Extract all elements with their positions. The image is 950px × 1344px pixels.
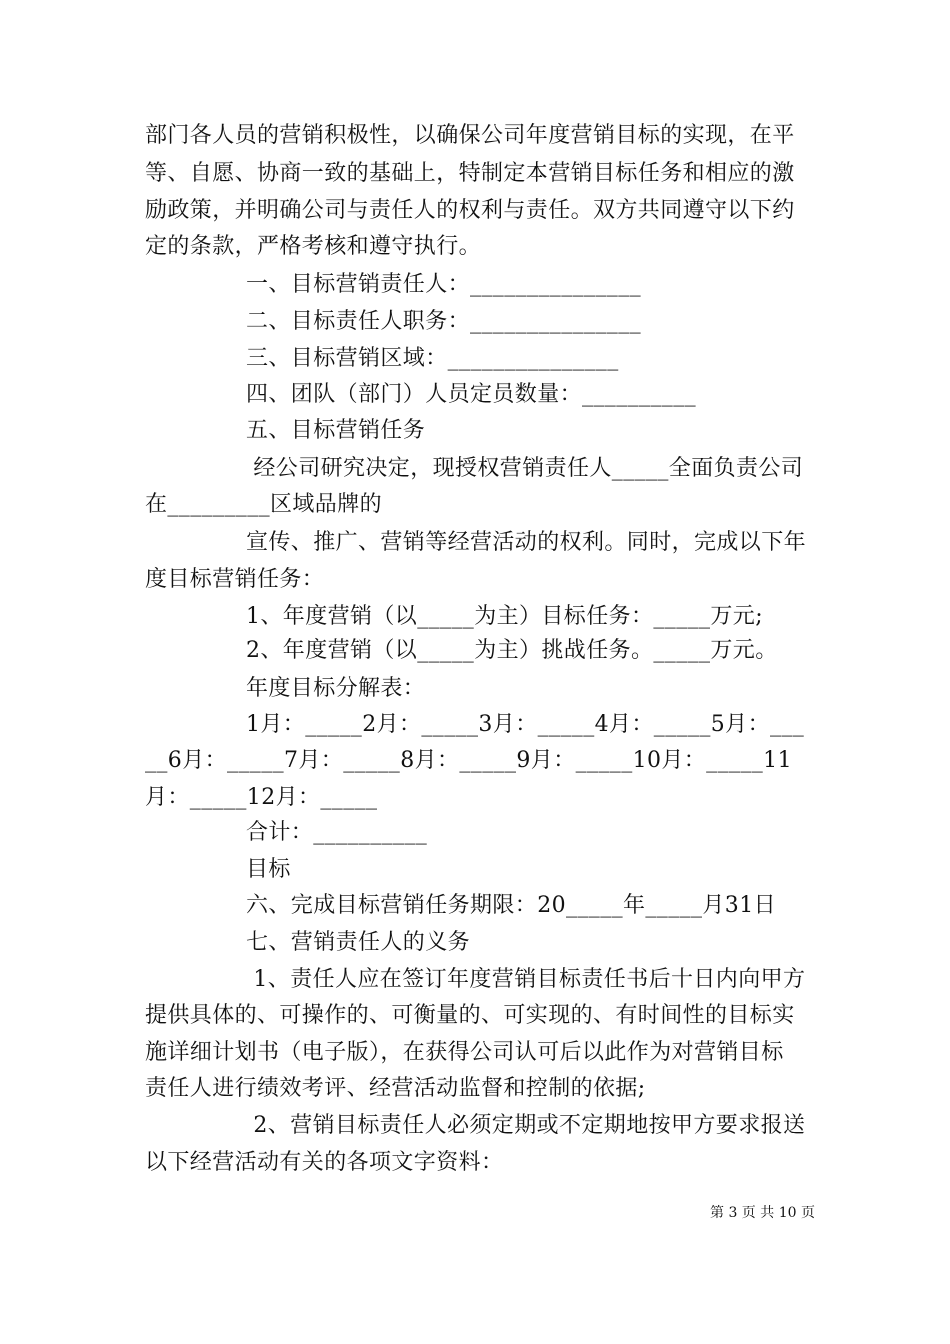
intro-line-3: 励政策，并明确公司与责任人的权利与责任。双方共同遵守以下约 [145, 198, 795, 223]
item-6-deadline: 六、完成目标营销任务期限：20_____年_____月31日 [246, 893, 776, 918]
monthly-line-2: __6月：_____7月：_____8月：_____9月：_____10月：_____11 [145, 748, 792, 773]
total-line: 合计：__________ [246, 820, 428, 845]
authorization-line-1: 经公司研究决定，现授权营销责任人_____全面负责公司 [246, 456, 804, 481]
item-7-heading: 七、营销责任人的义务 [246, 930, 471, 955]
duty-1-line-3: 施详细计划书（电子版），在获得公司认可后以此作为对营销目标 [145, 1040, 784, 1065]
duty-1-line-2: 提供具体的、可操作的、可衡量的、可实现的、有时间性的目标实 [145, 1003, 795, 1028]
promotion-line-1: 宣传、推广、营销等经营活动的权利。同时，完成以下年 [246, 530, 807, 555]
intro-line-2: 等、自愿、协商一致的基础上，特制定本营销目标任务和相应的激 [145, 161, 795, 186]
duty-2-line-1: 2、营销目标责任人必须定期或不定期地按甲方要求报送 [246, 1113, 806, 1138]
monthly-line-3: 月：_____12月：_____ [145, 785, 378, 810]
task-1: 1、年度营销（以_____为主）目标任务：_____万元; [246, 604, 764, 629]
breakdown-title: 年度目标分解表： [246, 676, 426, 701]
duty-2-line-2: 以下经营活动有关的各项文字资料： [145, 1150, 504, 1175]
duty-1-line-4: 责任人进行绩效考评、经营活动监督和控制的依据; [145, 1076, 646, 1101]
duty-1-line-1: 1、责任人应在签订年度营销目标责任书后十日内向甲方 [246, 967, 806, 992]
item-1-responsible-person: 一、目标营销责任人：_______________ [246, 272, 642, 297]
target-label: 目标 [246, 857, 291, 882]
item-4-headcount: 四、团队（部门）人员定员数量：__________ [246, 382, 697, 407]
item-3-region: 三、目标营销区域：_______________ [246, 346, 619, 371]
monthly-line-1: 1月：_____2月：_____3月：_____4月：_____5月：___ [246, 712, 805, 737]
authorization-line-2: 在_________区域品牌的 [145, 492, 383, 517]
item-2-position: 二、目标责任人职务：_______________ [246, 309, 642, 334]
promotion-line-2: 度目标营销任务： [145, 567, 325, 592]
item-5-heading: 五、目标营销任务 [246, 418, 426, 443]
intro-line-1: 部门各人员的营销积极性，以确保公司年度营销目标的实现，在平 [145, 123, 795, 148]
task-2: 2、年度营销（以_____为主）挑战任务。_____万元。 [246, 638, 778, 663]
page-number: 第 3 页 共 10 页 [710, 1205, 815, 1221]
intro-line-4: 定的条款，严格考核和遵守执行。 [145, 234, 482, 259]
